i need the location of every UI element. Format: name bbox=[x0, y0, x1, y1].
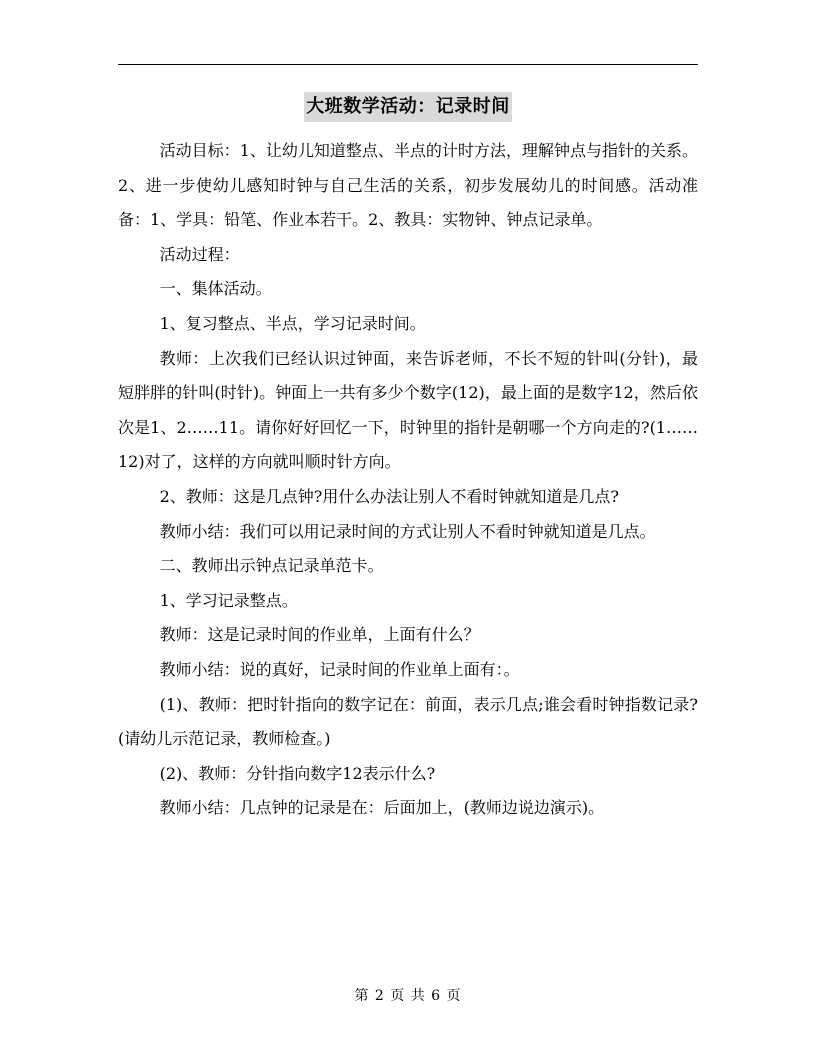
header-rule bbox=[118, 64, 698, 65]
paragraph-objectives: 活动目标：1、让幼儿知道整点、半点的计时方法，理解钟点与指针的关系。2、进一步使幼儿感知时钟与自己生活的关系，初步发展幼儿的时间感。活动准备：1、学具：铅笔、作业本若干。2、教具：实物钟、钟点记录单。 bbox=[118, 141, 698, 230]
paragraph-section-one: 一、集体活动。 bbox=[159, 279, 272, 299]
paragraph-step-1: 1、复习整点、半点，学习记录时间。 bbox=[159, 313, 426, 333]
document-title: 大班数学活动：记录时间 bbox=[304, 92, 512, 122]
title-container bbox=[118, 92, 698, 122]
paragraph-process-heading: 活动过程： bbox=[159, 244, 240, 264]
paragraph-teacher-clock-face: 教师：上次我们已经认识过钟面，来告诉老师，不长不短的针叫(分针)，最短胖胖的针叫(时针)。钟面上一共有多少个数字(12)，最上面的是数字12，然后依次是1、2……11。请你好好回忆一下，时钟里的指针是朝哪一个方向走的?(1……12)对了，这样的方向就叫顺时针方向。 bbox=[118, 348, 698, 472]
paragraph-teacher-worksheet: 教师：这是记录时间的作业单，上面有什么？ bbox=[159, 625, 480, 645]
paragraph-summary-3: 教师小结：几点钟的记录是在：后面加上，(教师边说边演示)。 bbox=[159, 798, 605, 818]
paragraph-step-2: 2、教师：这是几点钟?用什么办法让别人不看时钟就知道是几点? bbox=[159, 486, 619, 506]
paragraph-summary-2: 教师小结：说的真好，记录时间的作业单上面有：。 bbox=[159, 659, 520, 679]
document-body bbox=[118, 134, 698, 826]
paragraph-section-two: 二、教师出示钟点记录单范卡。 bbox=[159, 556, 384, 576]
paragraph-summary-1: 教师小结：我们可以用记录时间的方式让别人不看时钟就知道是几点。 bbox=[159, 521, 656, 541]
paragraph-item-2: (2)、教师：分针指向数字12表示什么? bbox=[159, 763, 436, 783]
page-footer: 第 2 页 共 6 页 bbox=[354, 988, 462, 1004]
paragraph-learn-hours: 1、学习记录整点。 bbox=[159, 590, 298, 610]
paragraph-item-1: (1)、教师：把时针指向的数字记在：前面，表示几点;谁会看时钟指数记录?(请幼儿示范记录，教师检查。) bbox=[118, 694, 698, 749]
